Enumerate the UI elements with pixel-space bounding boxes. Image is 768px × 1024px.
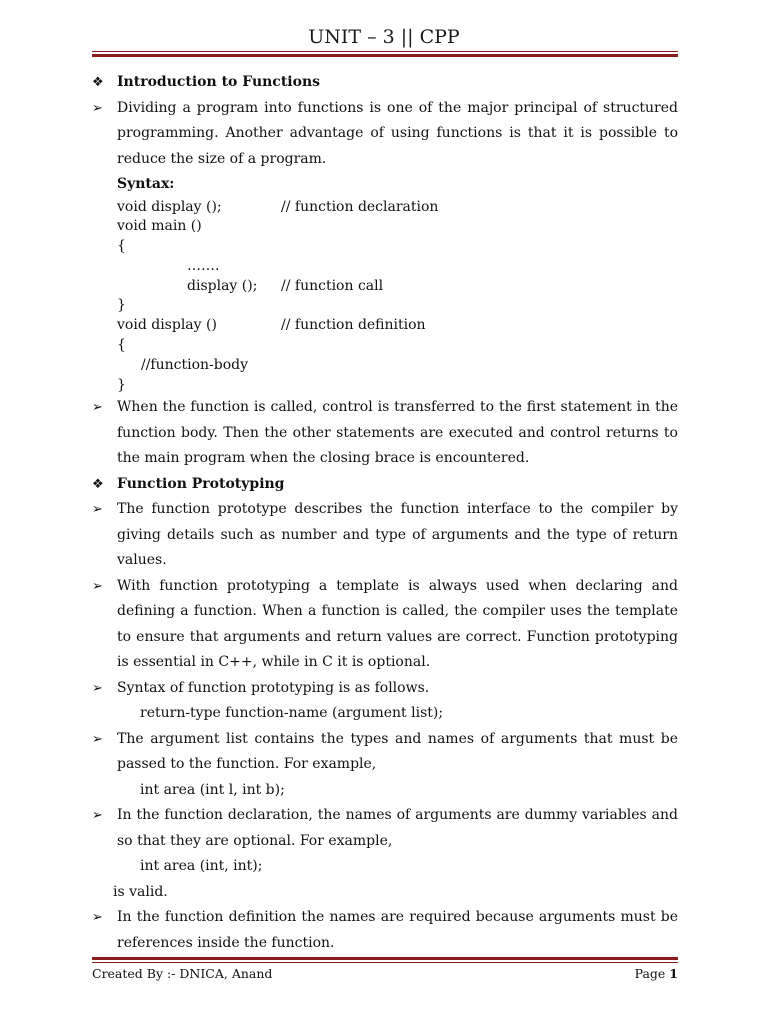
diamond-bullet-icon: ❖ (92, 75, 104, 90)
code-line: { (117, 238, 126, 255)
arrow-bullet-icon: ➢ (92, 731, 103, 747)
page-number: Page 1 (634, 966, 678, 981)
code-line: void display () // function definition (117, 317, 426, 334)
code-line: { (117, 337, 126, 354)
arrow-bullet-icon: ➢ (92, 808, 103, 824)
arrow-bullet-icon: ➢ (92, 578, 103, 594)
arrow-bullet-icon: ➢ (92, 502, 103, 518)
code-line: void main () (117, 218, 202, 235)
arrow-bullet-icon: ➢ (92, 910, 103, 926)
section-heading-intro: ❖ Introduction to Functions (92, 70, 678, 96)
footer-rule-bottom (92, 962, 678, 963)
paragraph-proto-4: ➢ The argument list contains the types and names of arguments that must be passed to the function. For example, (92, 727, 678, 778)
code-line: display (); // function call (187, 277, 384, 294)
paragraph-intro-1: ➢ Dividing a program into functions is one of the major principal of structured programming. Another advantage of using functions is that it is possible to reduce the size of a program. (92, 96, 678, 173)
valid-note: is valid. (113, 883, 168, 900)
paragraph-proto-3: ➢ Syntax of function prototyping is as follows. (92, 676, 678, 702)
section-heading-prototyping: ❖ Function Prototyping (92, 472, 678, 498)
page-title: UNIT – 3 || CPP (308, 26, 460, 48)
syntax-label: Syntax: (117, 176, 175, 192)
arrow-bullet-icon: ➢ (92, 100, 103, 116)
paragraph-intro-2: ➢ When the function is called, control is transferred to the first statement in the function body. Then the other statements are executed and control returns to the main program when the closing brace is encountered. (92, 395, 678, 472)
header-rule-top (92, 51, 678, 52)
paragraph-proto-6: ➢ In the function definition the names are required because arguments must be references inside the function. (92, 905, 678, 956)
diamond-bullet-icon: ❖ (92, 476, 104, 492)
code-line: } (117, 376, 126, 393)
footer-rule-top (92, 957, 678, 960)
code-example-1: int area (int l, int b); (140, 781, 285, 798)
code-line: //function-body (141, 356, 249, 373)
header-rule-bottom (92, 54, 678, 57)
code-example-syntax: return-type function-name (argument list); (140, 705, 444, 722)
arrow-bullet-icon: ➢ (92, 680, 103, 696)
paragraph-proto-1: ➢ The function prototype describes the function interface to the compiler by giving details such as number and type of arguments and the type of return values. (92, 497, 678, 574)
code-block (92, 198, 678, 396)
code-line: void display (); // function declaration (117, 198, 439, 215)
code-line: } (117, 297, 126, 314)
paragraph-proto-2: ➢ With function prototyping a template is always used when declaring and defining a function. When a function is called, the compiler uses the template to ensure that arguments and return values are correct. Function prototyping is essential in C++, while in C it is optional. (92, 574, 678, 676)
document-body (92, 70, 678, 956)
paragraph-proto-5: ➢ In the function declaration, the names of arguments are dummy variables and so that they are optional. For example, (92, 803, 678, 854)
arrow-bullet-icon: ➢ (92, 400, 103, 416)
footer-author: Created By :- DNICA, Anand (92, 966, 273, 981)
code-example-2: int area (int, int); (140, 858, 263, 875)
code-line: ……. (187, 257, 220, 274)
